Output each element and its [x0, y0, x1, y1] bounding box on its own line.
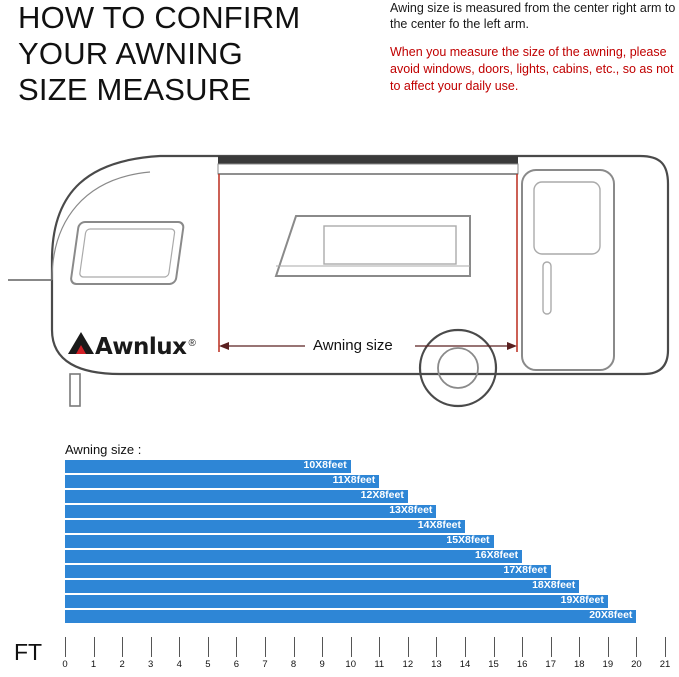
axis-tick-label: 1 [90, 659, 97, 670]
bar [65, 595, 608, 608]
axis-tick-label: 10 [345, 659, 356, 670]
axis-tick-label: 2 [119, 659, 125, 670]
bar [65, 535, 494, 548]
bar-row [65, 550, 665, 563]
bar-row [65, 580, 665, 593]
axis-tick [122, 637, 123, 657]
axis-tick-label: 18 [573, 659, 585, 670]
page-title [18, 0, 368, 108]
bar-row [65, 610, 665, 623]
measurement-note: Awing size is measured from the center right arm to the center fo the left arm. [390, 1, 676, 31]
bar-row [65, 475, 665, 488]
bar-row [65, 460, 665, 473]
axis-tick [494, 637, 495, 657]
axis-tick [551, 637, 552, 657]
bar-label: 15X8feet [446, 534, 490, 546]
front-jack [70, 374, 80, 406]
bar-label: 14X8feet [417, 519, 461, 531]
axis-tick [351, 637, 352, 657]
front-window-outer [70, 222, 184, 284]
axis-tick [379, 637, 380, 657]
chart-axis [0, 637, 679, 677]
dimension-arrow-left [219, 342, 229, 350]
main-window-outer [276, 216, 470, 276]
axis-tick-label: 5 [205, 659, 211, 670]
axis-tick-label: 6 [233, 659, 240, 670]
bar-row [65, 535, 665, 548]
bar-row [65, 520, 665, 533]
axis-tick-label: 20 [631, 659, 642, 670]
axis-tick [436, 637, 437, 657]
axis-tick [265, 637, 266, 657]
axis-tick [579, 637, 580, 657]
awnlux-triangle-icon [68, 332, 94, 358]
axis-tick [608, 637, 609, 657]
axis-tick [322, 637, 323, 657]
bar-list [65, 460, 665, 625]
bar [65, 505, 436, 518]
axis-tick-label: 21 [659, 659, 671, 670]
axis-tick-label: 17 [545, 659, 556, 670]
chart-title: Awning size : [65, 442, 142, 457]
bar-label: 18X8feet [532, 579, 576, 591]
bar-row [65, 505, 665, 518]
page-title-line-1: HOW TO CONFIRM [18, 0, 301, 35]
bar-label: 12X8feet [360, 489, 404, 501]
axis-tick-label: 8 [290, 659, 297, 670]
axis-tick-label: 19 [602, 659, 614, 670]
front-window-inner [79, 229, 175, 277]
main-window-pane [324, 226, 456, 264]
door-window [534, 182, 600, 254]
brand-logo [68, 332, 196, 358]
warning-note: When you measure the size of the awning, please avoid windows, doors, lights, cabins, etc., so as not to affect your daily use. [390, 45, 674, 93]
axis-tick-label: 16 [516, 659, 528, 670]
wheel-tire [420, 330, 496, 406]
awning-size-chart [0, 432, 679, 677]
axis-tick [208, 637, 209, 657]
notes-block [390, 0, 679, 95]
bar-label: 19X8feet [560, 594, 604, 606]
dimension-arrow-right [507, 342, 517, 350]
axis-tick [151, 637, 152, 657]
axis-tick-label: 7 [262, 659, 268, 670]
axis-tick [294, 637, 295, 657]
bar [65, 550, 522, 563]
bar-label: 11X8feet [332, 474, 376, 486]
page-title-line-2: YOUR AWNING [18, 36, 243, 71]
bar-row [65, 565, 665, 578]
registered-trademark-icon: ® [188, 338, 196, 349]
axis-tick [636, 637, 637, 657]
axis-tick [65, 637, 66, 657]
bar [65, 565, 551, 578]
axis-tick [408, 637, 409, 657]
door-handle [543, 262, 551, 314]
bar [65, 490, 408, 503]
axis-tick [179, 637, 180, 657]
axis-tick-label: 13 [431, 659, 442, 670]
axis-tick-label: 12 [402, 659, 414, 670]
axis-tick-label: 0 [62, 659, 68, 670]
bar-label: 10X8feet [303, 459, 347, 471]
bar [65, 580, 579, 593]
wheel-hub [438, 348, 478, 388]
axis-unit-label: FT [14, 639, 43, 665]
axis-tick-label: 9 [319, 659, 325, 670]
bar-label: 17X8feet [503, 564, 547, 576]
awning-size-callout: Awning size [310, 337, 396, 354]
axis-tick [522, 637, 523, 657]
bar-row [65, 490, 665, 503]
bar [65, 610, 636, 623]
axis-tick [665, 637, 666, 657]
brand-name: Awnlux [95, 334, 187, 360]
bar-label: 16X8feet [474, 549, 519, 561]
page-title-line-3: SIZE MEASURE [18, 72, 252, 107]
axis-tick-label: 3 [148, 659, 154, 670]
axis-tick-label: 14 [459, 659, 471, 670]
bar-label: 13X8feet [389, 504, 433, 516]
axis-tick-label: 15 [488, 659, 499, 670]
awning-rail [218, 156, 518, 164]
axis-tick [94, 637, 95, 657]
axis-tick-label: 11 [374, 659, 385, 670]
axis-tick [236, 637, 237, 657]
bar-row [65, 595, 665, 608]
awning-roller [218, 164, 518, 174]
bar [65, 520, 465, 533]
trailer-nose-detail [52, 172, 150, 280]
trailer-diagram [0, 130, 679, 430]
bar-label: 20X8feet [589, 609, 633, 621]
axis-ticks [62, 637, 671, 677]
axis-tick [465, 637, 466, 657]
axis-tick-label: 4 [176, 659, 182, 670]
